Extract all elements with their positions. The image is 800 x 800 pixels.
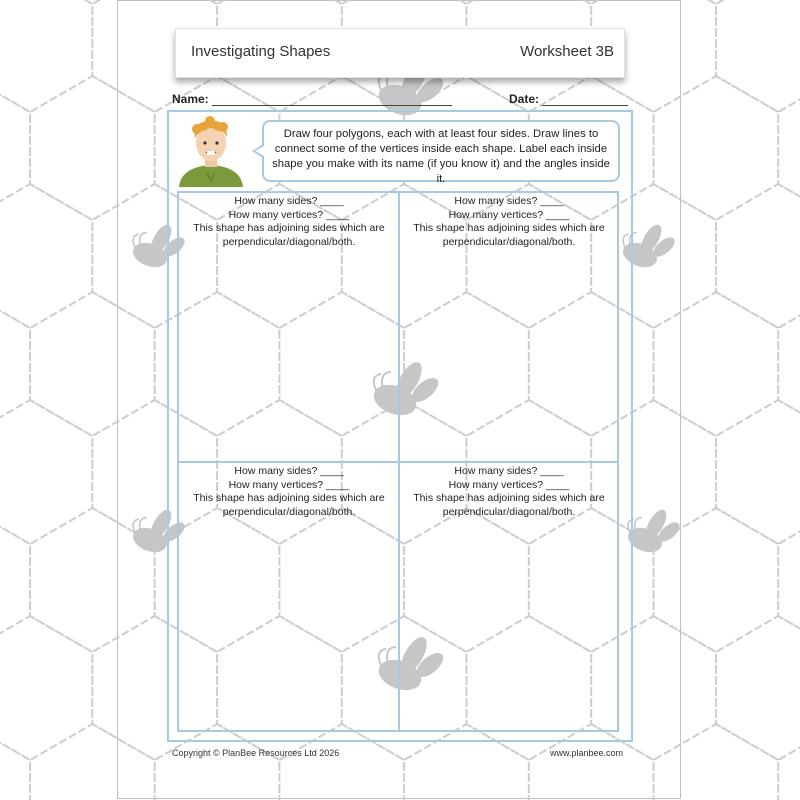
sides-question: How many sides? ____	[234, 465, 344, 477]
instruction-line: connect some of the vertices inside each shape. Label each inside	[274, 143, 608, 155]
drawing-grid	[177, 191, 619, 732]
instruction-line: Draw four polygons, each with at least four sides. Draw lines to	[283, 128, 599, 140]
adjoining-sides-question: This shape has adjoining sides which are	[413, 492, 605, 504]
sides-question: How many sides? ____	[234, 195, 344, 207]
worksheet-title: Investigating Shapes	[191, 43, 331, 60]
angle-type-options: perpendicular/diagonal/both.	[222, 505, 356, 518]
grid-horizontal-divider	[179, 461, 617, 463]
sides-question: How many sides? ____	[454, 195, 564, 207]
title-bar	[175, 28, 625, 78]
date-label: Date:	[509, 92, 540, 106]
instructions-bubble	[262, 120, 620, 185]
angle-type-options: perpendicular/diagonal/both.	[442, 235, 576, 248]
sides-question: How many sides? ____	[454, 465, 564, 477]
angle-type-options: perpendicular/diagonal/both.	[222, 235, 356, 248]
cartoon-boy-avatar	[177, 115, 245, 187]
cell-bottom-left[interactable]	[184, 465, 394, 519]
website-link[interactable]: www.planbee.com	[549, 748, 623, 758]
date-field	[509, 92, 628, 106]
adjoining-sides-question: This shape has adjoining sides which are	[413, 222, 605, 234]
name-input-line[interactable]	[212, 93, 452, 106]
worksheet-number: Worksheet 3B	[520, 43, 614, 60]
cell-top-right[interactable]	[404, 195, 614, 249]
copyright-text: Copyright © PlanBee Resources Ltd 2026	[172, 748, 340, 758]
adjoining-sides-question: This shape has adjoining sides which are	[193, 492, 385, 504]
instruction-line: shape you make with its name (if you know it) and the angles inside it.	[272, 158, 610, 185]
speech-bubble-tail-inner	[255, 146, 264, 156]
name-label: Name:	[172, 92, 209, 106]
vertices-question: How many vertices? ____	[448, 478, 570, 491]
date-input-line[interactable]	[542, 93, 628, 106]
adjoining-sides-question: This shape has adjoining sides which are	[193, 222, 385, 234]
vertices-question: How many vertices? ____	[448, 208, 570, 221]
vertices-question: How many vertices? ____	[228, 208, 350, 221]
vertices-question: How many vertices? ____	[228, 478, 350, 491]
cell-bottom-right[interactable]	[404, 465, 614, 519]
angle-type-options: perpendicular/diagonal/both.	[442, 505, 576, 518]
name-field	[172, 92, 452, 106]
cell-top-left[interactable]	[184, 195, 394, 249]
